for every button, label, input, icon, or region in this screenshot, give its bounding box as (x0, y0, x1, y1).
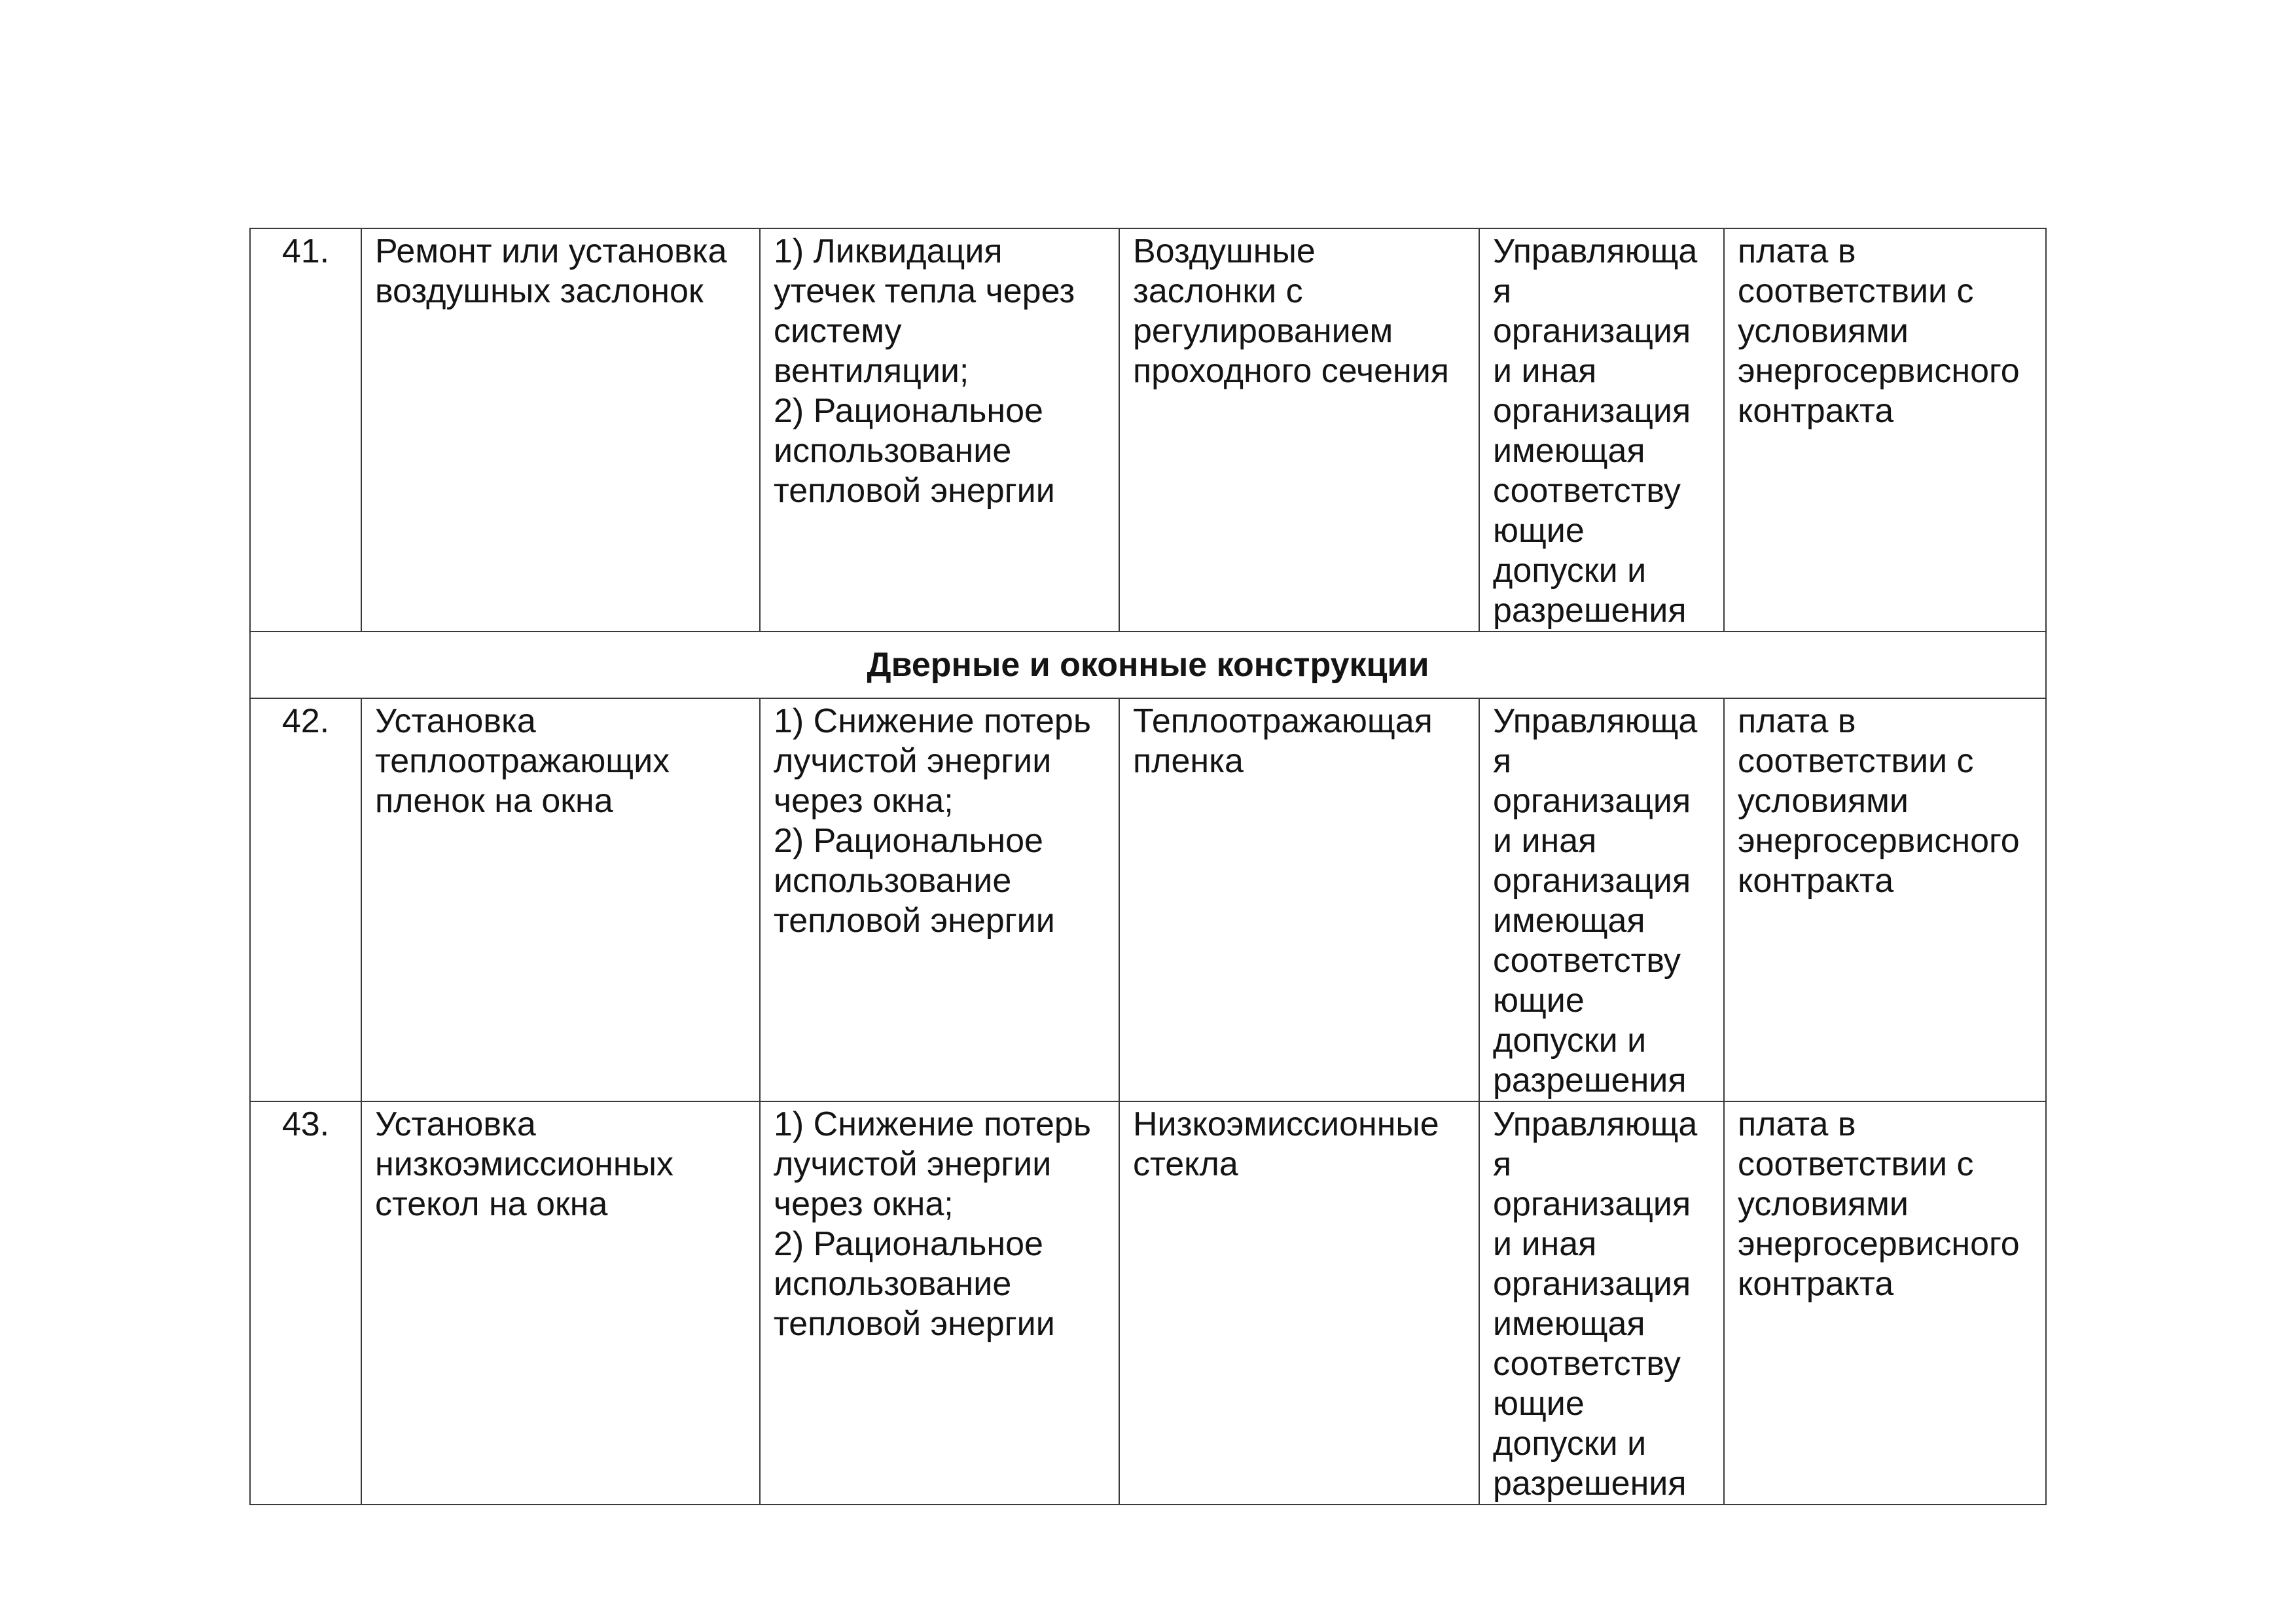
cell-line: систему (774, 312, 902, 350)
cell-line: утечек тепла через (774, 272, 1075, 310)
cell-line: Установка (375, 702, 536, 740)
executor-cell (1479, 1101, 1724, 1505)
cell-line: я (1493, 1145, 1512, 1183)
cell-line: допуски и (1493, 1425, 1647, 1463)
cell-line: лучистой энергии (774, 1145, 1052, 1183)
table-row (250, 1101, 2046, 1505)
cell-line: соответству (1493, 942, 1681, 980)
cell-line: я (1493, 272, 1512, 310)
cell-line: плата в (1738, 1105, 1856, 1143)
cell-line: тепловой энергии (774, 902, 1055, 940)
cell-line: Воздушные (1133, 232, 1316, 270)
goal-cell (760, 698, 1119, 1101)
materials-cell (1119, 228, 1479, 632)
cell-line: 1) Снижение потерь (774, 702, 1091, 740)
executor-cell (1479, 698, 1724, 1101)
row-number: 43. (250, 1101, 361, 1505)
cell-line: организация (1493, 782, 1691, 820)
cell-line: через окна; (774, 1185, 954, 1223)
cell-line: плата в (1738, 232, 1856, 270)
cell-line: регулированием (1133, 312, 1393, 350)
cell-line: через окна; (774, 782, 954, 820)
cell-line: энергосервисного (1738, 352, 2020, 390)
cell-line: и иная (1493, 352, 1597, 390)
measures-table (249, 228, 2047, 1505)
cell-line: использование (774, 1265, 1012, 1303)
cell-line: я (1493, 742, 1512, 780)
table-row (250, 698, 2046, 1101)
cell-line: разрешения (1493, 1061, 1687, 1099)
cell-line: условиями (1738, 782, 1909, 820)
cell-line: энергосервисного (1738, 822, 2020, 860)
materials-cell (1119, 1101, 1479, 1505)
cell-line: пленок на окна (375, 782, 613, 820)
cell-line: и иная (1493, 1225, 1597, 1263)
payment-cell (1724, 1101, 2046, 1505)
cell-line: организация (1493, 1265, 1691, 1303)
measures-table-body (250, 228, 2046, 1505)
cell-line: лучистой энергии (774, 742, 1052, 780)
measure-cell (361, 1101, 760, 1505)
cell-line: допуски и (1493, 1022, 1647, 1060)
cell-line: стекол на окна (375, 1185, 608, 1223)
cell-line: использование (774, 432, 1012, 470)
cell-line: вентиляции; (774, 352, 969, 390)
cell-line: проходного сечения (1133, 352, 1449, 390)
cell-line: заслонки с (1133, 272, 1303, 310)
cell-line: организация (1493, 862, 1691, 900)
cell-line: имеющая (1493, 432, 1645, 470)
cell-line: стекла (1133, 1145, 1238, 1183)
cell-line: Установка (375, 1105, 536, 1143)
executor-cell (1479, 228, 1724, 632)
measure-cell (361, 228, 760, 632)
cell-line: Управляюща (1493, 1105, 1698, 1143)
cell-line: 1) Ликвидация (774, 232, 1003, 270)
cell-line: организация (1493, 392, 1691, 430)
cell-line: низкоэмиссионных (375, 1145, 673, 1183)
cell-line: теплоотражающих (375, 742, 670, 780)
section-heading: Дверные и оконные конструкции (250, 632, 2046, 698)
cell-line: соответству (1493, 1345, 1681, 1383)
cell-line: Ремонт или установка (375, 232, 727, 270)
cell-line: плата в (1738, 702, 1856, 740)
cell-line: Управляюща (1493, 702, 1698, 740)
cell-line: энергосервисного (1738, 1225, 2020, 1263)
cell-line: допуски и (1493, 552, 1647, 590)
cell-line: соответствии с (1738, 1145, 1974, 1183)
table-row (250, 228, 2046, 632)
cell-line: Управляюща (1493, 232, 1698, 270)
cell-line: 1) Снижение потерь (774, 1105, 1091, 1143)
goal-cell (760, 1101, 1119, 1505)
cell-line: 2) Рациональное (774, 392, 1043, 430)
cell-line: условиями (1738, 312, 1909, 350)
cell-line: ющие (1493, 982, 1585, 1020)
cell-line: имеющая (1493, 902, 1645, 940)
cell-line: контракта (1738, 1265, 1894, 1303)
cell-line: организация (1493, 1185, 1691, 1223)
cell-line: воздушных заслонок (375, 272, 704, 310)
cell-line: тепловой энергии (774, 472, 1055, 510)
measure-cell (361, 698, 760, 1101)
cell-line: ющие (1493, 512, 1585, 550)
cell-line: условиями (1738, 1185, 1909, 1223)
cell-line: имеющая (1493, 1305, 1645, 1343)
cell-line: организация (1493, 312, 1691, 350)
cell-line: соответствии с (1738, 742, 1974, 780)
goal-cell (760, 228, 1119, 632)
cell-line: 2) Рациональное (774, 822, 1043, 860)
cell-line: использование (774, 862, 1012, 900)
cell-line: контракта (1738, 392, 1894, 430)
cell-line: пленка (1133, 742, 1244, 780)
cell-line: ющие (1493, 1385, 1585, 1423)
section-heading-row (250, 632, 2046, 698)
cell-line: Теплоотражающая (1133, 702, 1433, 740)
cell-line: тепловой энергии (774, 1305, 1055, 1343)
row-number: 41. (250, 228, 361, 632)
cell-line: 2) Рациональное (774, 1225, 1043, 1263)
payment-cell (1724, 698, 2046, 1101)
payment-cell (1724, 228, 2046, 632)
row-number: 42. (250, 698, 361, 1101)
cell-line: соответствии с (1738, 272, 1974, 310)
cell-line: разрешения (1493, 1465, 1687, 1503)
cell-line: контракта (1738, 862, 1894, 900)
cell-line: и иная (1493, 822, 1597, 860)
cell-line: Низкоэмиссионные (1133, 1105, 1439, 1143)
cell-line: соответству (1493, 472, 1681, 510)
materials-cell (1119, 698, 1479, 1101)
cell-line: разрешения (1493, 592, 1687, 630)
